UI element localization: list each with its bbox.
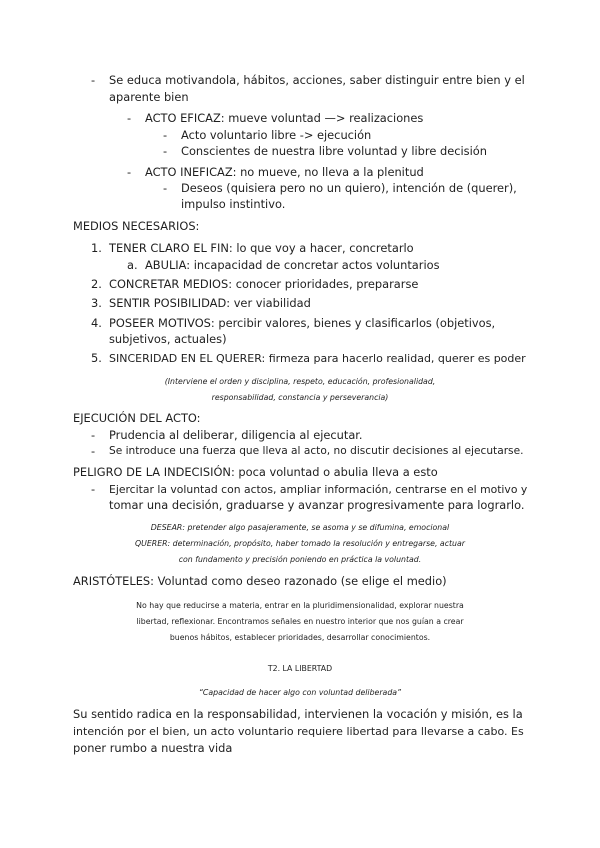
querer-line2: con fundamento y precisión poniendo en práctica la voluntad. (178, 555, 422, 564)
bullet-dash: - (91, 428, 96, 442)
ejecucion-item-1: Prudencia al deliberar, diligencia al ejecutar. (109, 428, 363, 442)
medios-note-line2: responsabilidad, constancia y perseverancia) (211, 393, 389, 402)
ejecucion-heading: EJECUCIÓN DEL ACTO: (73, 411, 201, 425)
bullet-educa-line1: Se educa motivandola, hábitos, acciones, saber distinguir entre bien y el (109, 73, 525, 87)
desear-line: DESEAR: pretender algo pasajeramente, se asoma y se difumina, emocional (150, 523, 450, 532)
medios-item-1: TENER CLARO EL FIN: lo que voy a hacer, concretarlo (109, 241, 414, 255)
libertad-paragraph-line1: Su sentido radica en la responsabilidad, intervienen la vocación y misión, es la (73, 707, 523, 721)
aristoteles-line: ARISTÓTELES: Voluntad como deseo razonado (se elige el medio) (73, 574, 447, 588)
medios-heading: MEDIOS NECESARIOS: (73, 219, 200, 233)
medios-item-4-cont: subjetivos, actuales) (109, 332, 227, 346)
reflexion-line2: libertad, reflexionar. Encontramos señales en nuestro interior que nos guían a crear (136, 617, 464, 626)
medios-item-1a: ABULIA: incapacidad de concretar actos voluntarios (145, 258, 440, 272)
libertad-paragraph-line3: poner rumbo a nuestra vida (73, 741, 233, 755)
acto-eficaz-sub1: Acto voluntario libre -> ejecución (181, 128, 372, 142)
reflexion-line3: buenos hábitos, establecer prioridades, desarrollar conocimientos. (169, 633, 431, 642)
querer-line1: QUERER: determinación, propósito, haber tomado la resolución y entregarse, actuar (135, 539, 465, 548)
medios-note-line1: (Interviene el orden y disciplina, respeto, educación, profesionalidad, (164, 377, 436, 386)
libertad-quote: “Capacidad de hacer algo con voluntad deliberada” (198, 688, 402, 697)
acto-eficaz: ACTO EFICAZ: mueve voluntad —> realizaciones (145, 111, 424, 125)
bullet-dash: - (163, 181, 168, 195)
list-letter: a. (127, 258, 138, 272)
ejecucion-item-2: Se introduce una fuerza que lleva al acto, no discutir decisiones al ejecutarse. (109, 445, 524, 457)
bullet-dash: - (127, 111, 132, 125)
bullet-educa-line2: aparente bien (109, 90, 189, 104)
medios-item-3: SENTIR POSIBILIDAD: ver viabilidad (109, 296, 311, 310)
acto-ineficaz-sub-line2: impulso instintivo. (181, 197, 286, 211)
list-number: 4. (91, 316, 102, 330)
peligro-heading: PELIGRO DE LA INDECISIÓN: poca voluntad o abulia lleva a esto (73, 465, 438, 479)
acto-ineficaz: ACTO INEFICAZ: no mueve, no lleva a la plenitud (145, 165, 424, 179)
list-number: 5. (91, 351, 102, 365)
medios-item-5: SINCERIDAD EN EL QUERER: firmeza para hacerlo realidad, querer es poder (109, 352, 526, 365)
peligro-item-line2: tomar una decisión, graduarse y avanzar progresivamente para lograrlo. (109, 498, 525, 512)
peligro-item-line1: Ejercitar la voluntad con actos, ampliar información, centrarse en el motivo y (109, 483, 528, 496)
list-number: 1. (91, 241, 102, 255)
list-number: 2. (91, 277, 102, 291)
medios-item-4: POSEER MOTIVOS: percibir valores, bienes y clasificarlos (objetivos, (109, 316, 496, 330)
reflexion-line1: No hay que reducirse a materia, entrar en la pluridimensionalidad, explorar nuestra (136, 601, 464, 610)
bullet-dash: - (163, 144, 168, 158)
bullet-dash: - (163, 128, 168, 142)
bullet-dash: - (127, 165, 132, 179)
list-number: 3. (91, 296, 102, 310)
section-title: T2. LA LIBERTAD (267, 664, 333, 673)
acto-eficaz-sub2: Conscientes de nuestra libre voluntad y libre decisión (181, 144, 487, 158)
bullet-dash: - (91, 73, 96, 87)
medios-item-2: CONCRETAR MEDIOS: conocer prioridades, prepararse (109, 277, 419, 291)
acto-ineficaz-sub-line1: Deseos (quisiera pero no un quiero), intención de (querer), (181, 181, 517, 195)
bullet-dash: - (91, 482, 96, 496)
libertad-paragraph-line2: intención por el bien, un acto voluntario requiere libertad para llevarse a cabo. Es (73, 725, 524, 738)
bullet-dash: - (91, 444, 96, 458)
